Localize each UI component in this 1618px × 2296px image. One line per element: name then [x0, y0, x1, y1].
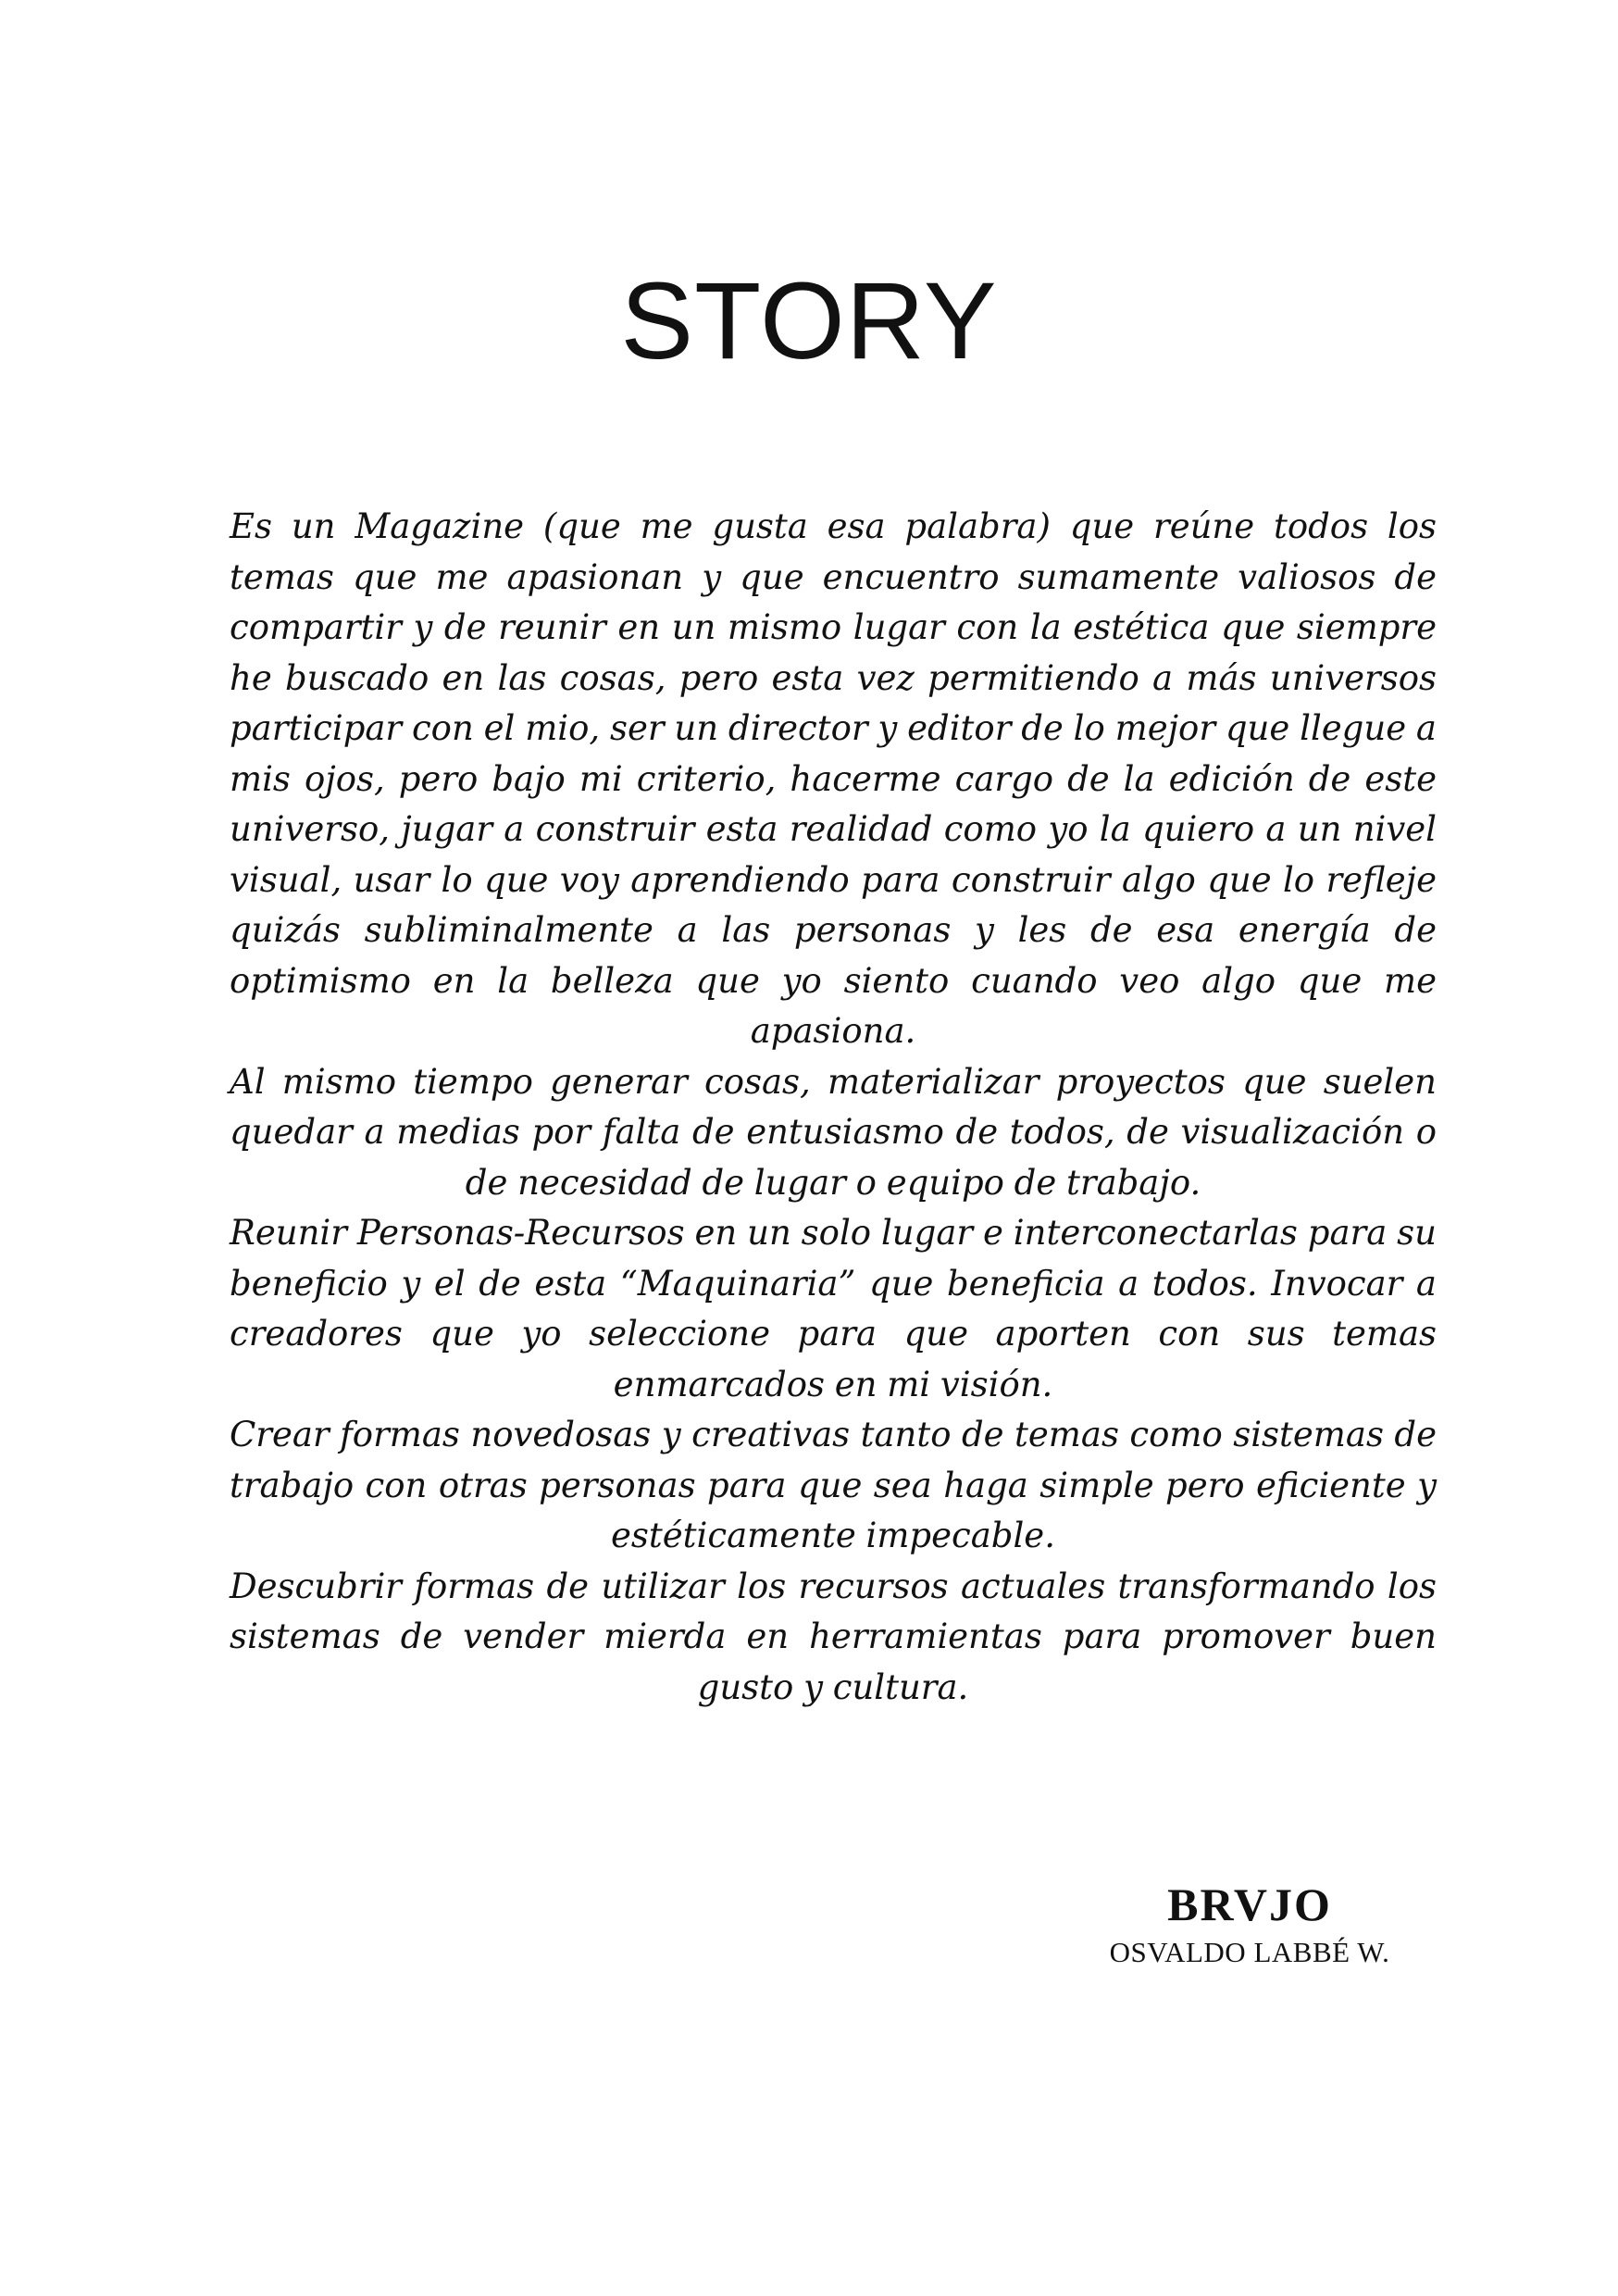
story-paragraph-2: Al mismo tiempo generar cosas, materializar proyectos que suelen quedar a medias por falta de entusiasmo de todos, de visualización o de necesidad de lugar o equipo de trabajo. [230, 1061, 1437, 1203]
story-paragraph-4: Crear formas novedosas y creativas tanto de temas como sistemas de trabajo con otras personas para que sea haga simple pero eficiente y estéticamente impecable. [230, 1415, 1437, 1555]
signature-full-name: OSVALDO LABBÉ W. [1109, 1936, 1390, 1968]
story-paragraph-3: Reunir Personas-Recursos en un solo lugar e interconectarlas para su beneficio y el de esta “Maquinaria” que beneficia a todos. Invocar a creadores que yo seleccione para que aporten con sus temas enmarcados en mi visión. [230, 1213, 1437, 1404]
story-paragraph-1: Es un Magazine (que me gusta esa palabra) que reúne todos los temas que me apasionan y que encuentro sumamente valiosos de compartir y de reunir en un mismo lugar con la estética que siempre he buscado en las cosas, pero esta vez permitiendo a más universos participar con el mio, ser un director y editor de lo mejor que llegue a mis ojos, pero bajo mi criterio, hacerme cargo de la edición de este universo, jugar a construir esta realidad como yo la quiero a un nivel visual, usar lo que voy aprendiendo para construir algo que lo refleje quizás subliminalmente a las personas y les de esa energía de optimismo en la belleza que yo siento cuando veo algo que me apasiona. [230, 506, 1437, 1051]
signature-name: BRVJO [1167, 1878, 1332, 1930]
signature-block [1018, 1875, 1481, 1971]
story-body [230, 502, 1437, 1713]
page-title: STORY [620, 260, 998, 382]
story-paragraph-5: Descubrir formas de utilizar los recursos actuales transformando los sistemas de vender mierda en herramientas para promover buen gusto y cultura. [230, 1566, 1437, 1707]
